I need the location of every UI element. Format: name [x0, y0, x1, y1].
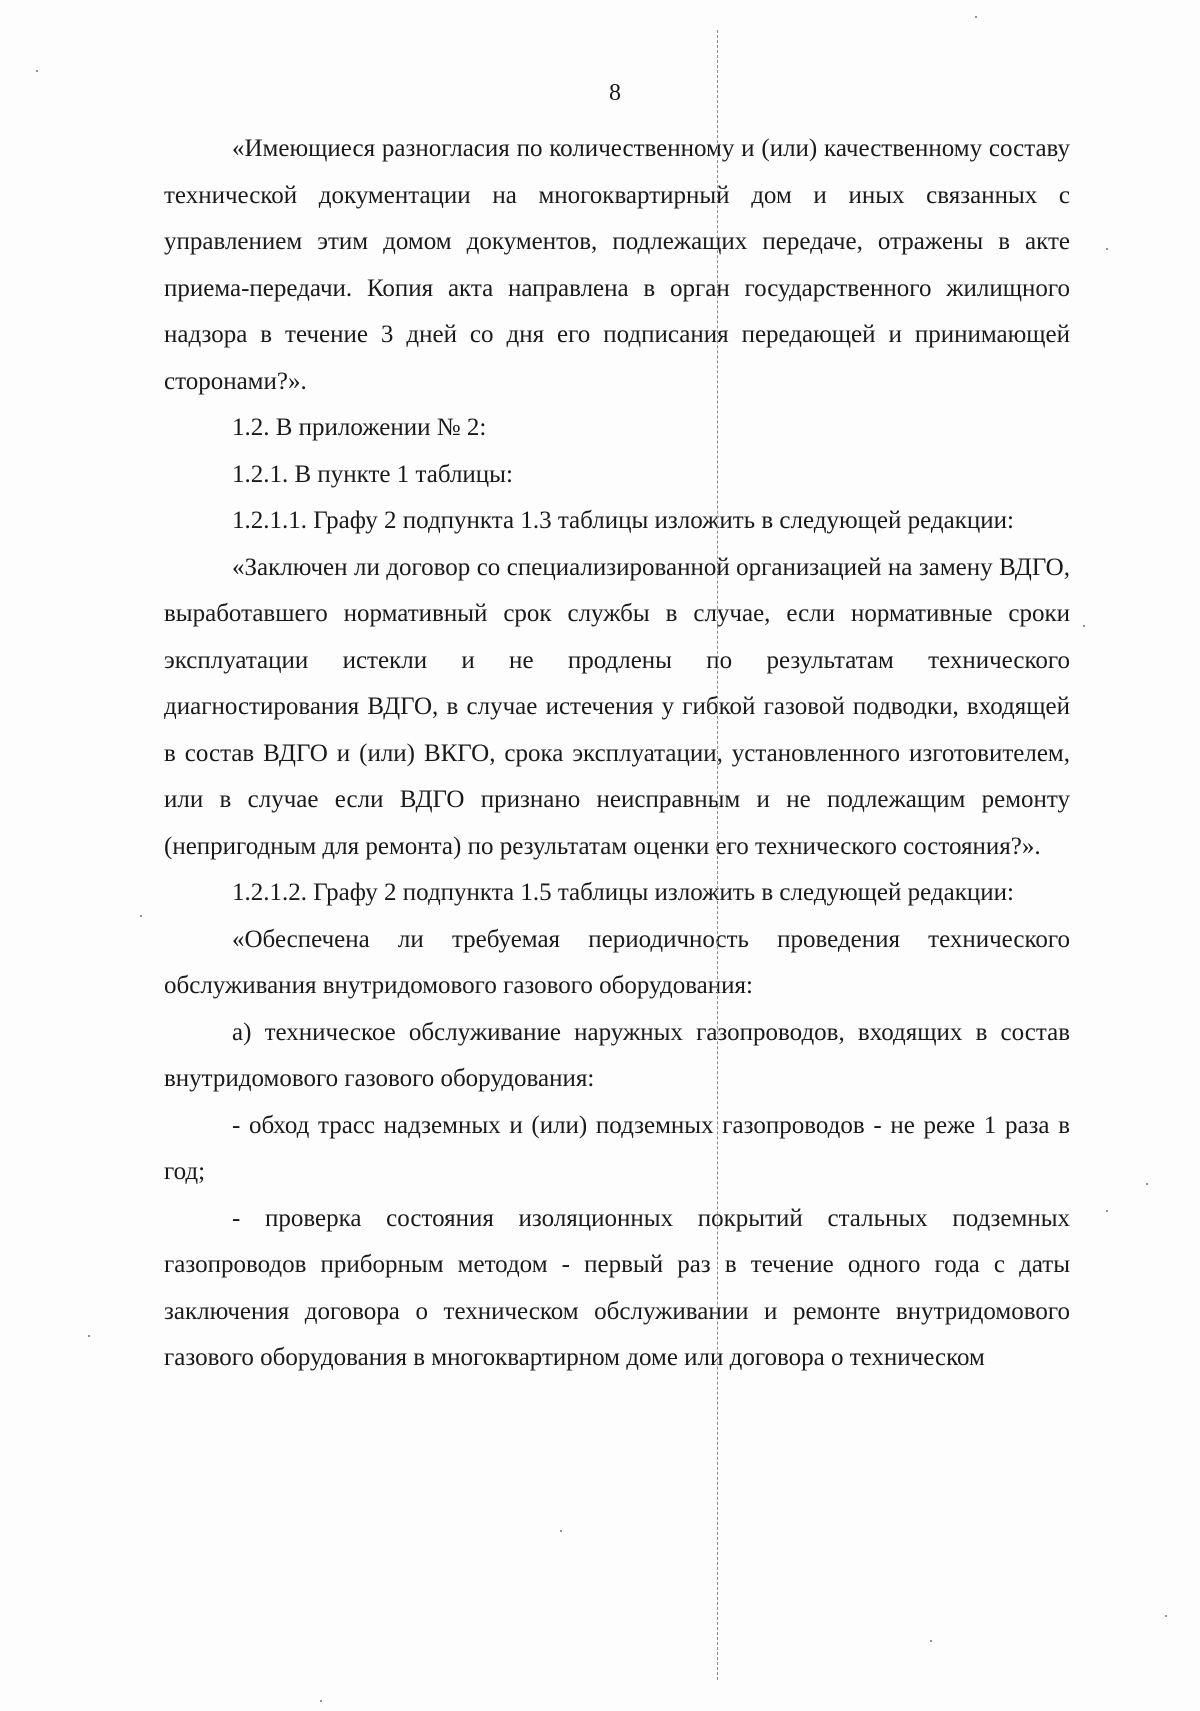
paragraph-disagreements-quote: «Имеющиеся разногласия по количественному и (или) качественному составу технической документации на многоквартирный дом и иных связанных с управлением этим домом документов, подлежащих передаче, отражены в акте приема-передачи. Копия акта направлена в орган государственного жилищного надзора в течение 3 дней со дня его подписания передающей и принимающей сторонами?».: [164, 135, 1070, 395]
scan-speck: [930, 1640, 932, 1642]
scan-speck: [36, 70, 38, 72]
paragraph-1-2-1-heading: 1.2.1. В пункте 1 таблицы:: [232, 460, 513, 488]
scan-fold-line: [717, 30, 718, 1680]
paragraph-bullet-route-inspection: - обход трасс надземных и (или) подземных газопроводов - не реже 1 раза в год;: [164, 1111, 1070, 1185]
scan-speck: [1165, 1615, 1167, 1617]
page-number: 8: [609, 80, 621, 106]
scan-speck: [320, 1700, 322, 1702]
scan-speck: [88, 1335, 90, 1337]
scan-speck: [1083, 625, 1085, 627]
paragraph-1-2-1-2-instruction: 1.2.1.2. Графу 2 подпункта 1.5 таблицы изложить в следующей редакции:: [232, 879, 1014, 906]
paragraph-maintenance-periodicity-quote: «Обеспечена ли требуемая периодичность проведения технического обслуживания внутридомового газового оборудования:: [164, 925, 1070, 999]
paragraph-bullet-insulation-check: - проверка состояния изоляционных покрытий стальных подземных газопроводов приборным методом - первый раз в течение одного года с даты заключения договора о техническом обслуживании и ремонте внутридомового газового оборудования в многоквартирном доме или договора о техническом: [164, 1204, 1070, 1371]
scan-speck: [975, 16, 977, 18]
paragraph-vdgo-contract-quote: «Заключен ли договор со специализированной организацией на замену ВДГО, выработавшего нормативный срок службы в случае, если нормативные сроки эксплуатации истекли и не продлены по результатам технического диагностирования ВДГО, в случае истечения у гибкой газовой подводки, входящей в состав ВДГО и (или) ВКГО, срока эксплуатации, установленного изготовителем, или в случае если ВДГО признано неисправным и не подлежащим ремонту (непригодным для ремонта) по результатам оценки его технического состояния?».: [164, 553, 1070, 860]
scan-speck: [1106, 1210, 1108, 1212]
paragraph-1-2-heading: 1.2. В приложении № 2:: [232, 414, 487, 441]
paragraph-item-a: а) техническое обслуживание наружных газопроводов, входящих в состав внутридомового газового оборудования:: [164, 1018, 1070, 1092]
document-body: [164, 126, 1070, 1382]
scan-speck: [140, 915, 142, 917]
scan-speck: [560, 1530, 562, 1532]
paragraph-1-2-1-1-instruction: 1.2.1.1. Графу 2 подпункта 1.3 таблицы изложить в следующей редакции:: [232, 507, 1014, 534]
scan-speck: [1146, 1183, 1148, 1185]
scan-speck: [1106, 248, 1108, 250]
